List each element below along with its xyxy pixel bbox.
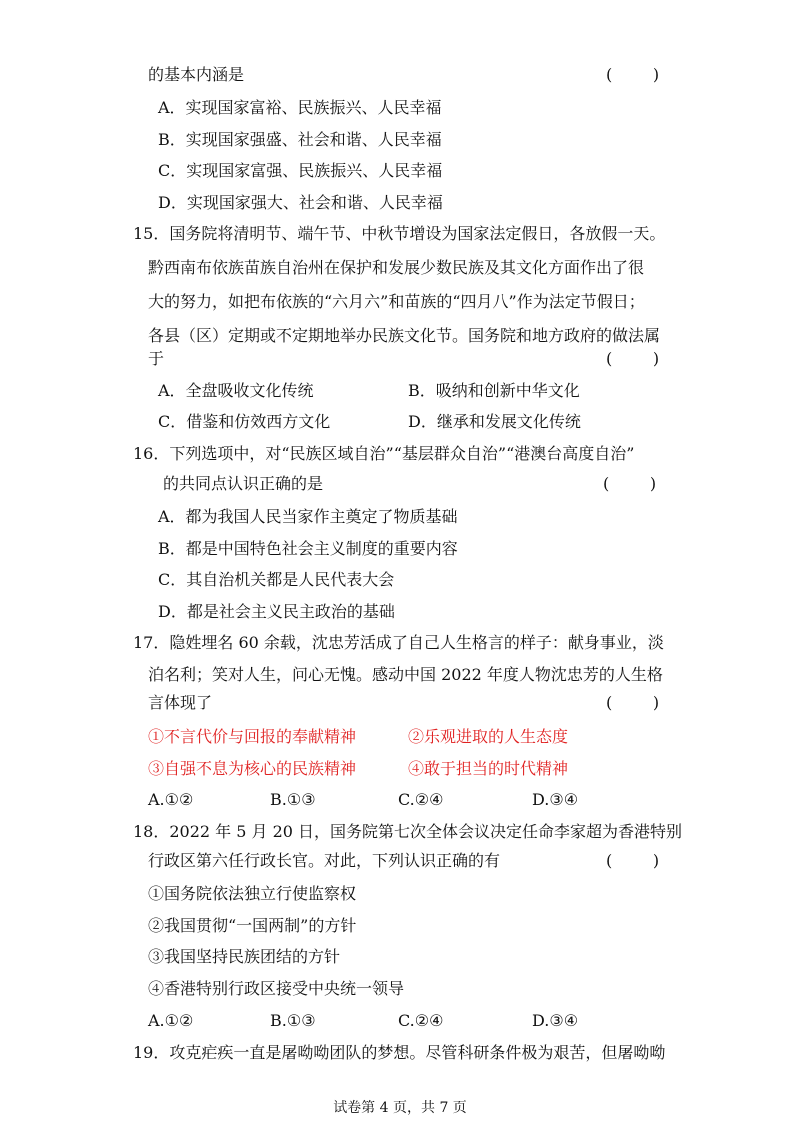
q17-option-c: C.②④ (398, 790, 444, 809)
q17-option-b: B.①③ (270, 790, 316, 809)
q14-option-a: A．实现国家富裕、民族振兴、人民幸福 (158, 98, 442, 117)
q18-statement-2: ②我国贯彻“一国两制”的方针 (148, 916, 357, 935)
q17-option-a: A.①② (148, 790, 194, 809)
q17-line-3: 言体现了 (148, 693, 213, 712)
q15-line-2: 黔西南布依族苗族自治州在保护和发展少数民族及其文化方面作出了很 (148, 258, 645, 277)
q15-option-a: A．全盘吸收文化传统 (158, 381, 314, 400)
q16-line-2: 的共同点认识正确的是 (163, 474, 324, 493)
q17-line-1: 17．隐姓埋名 60 余载，沈忠芳活成了自己人生格言的样子：献身事业，淡 (133, 633, 664, 652)
q14-option-b: B．实现国家强盛、社会和谐、人民幸福 (158, 130, 442, 149)
q14-answer-paren: ( ) (606, 65, 660, 84)
q14-stem-end: 的基本内涵是 (148, 65, 245, 84)
page-footer: 试卷第 4 页，共 7 页 (333, 1100, 467, 1116)
q17-line-2: 泊名利；笑对人生，问心无愧。感动中国 2022 年度人物沈忠芳的人生格 (148, 665, 663, 684)
q16-line-1: 16．下列选项中，对“民族区域自治”“基层群众自治”“港澳台高度自治” (133, 444, 635, 463)
q17-statement-1: ①不言代价与回报的奉献精神 (148, 727, 357, 746)
q18-statement-4: ④香港特别行政区接受中央统一领导 (148, 979, 405, 998)
q15-option-b: B．吸纳和创新中华文化 (408, 381, 580, 400)
q18-answer-paren: ( ) (606, 851, 660, 870)
q15-line-4: 各县（区）定期或不定期地举办民族文化节。国务院和地方政府的做法属 (148, 326, 661, 345)
q18-statement-3: ③我国坚持民族团结的方针 (148, 947, 341, 966)
q14-option-d: D．实现国家强大、社会和谐、人民幸福 (158, 193, 443, 212)
q15-line-3: 大的努力，如把布依族的“六月六”和苗族的“四月八”作为法定节假日； (148, 292, 645, 311)
q15-line-5: 于 (148, 349, 165, 368)
q16-option-c: C．其自治机关都是人民代表大会 (158, 570, 395, 589)
q17-answer-paren: ( ) (606, 693, 660, 712)
q18-option-b: B.①③ (270, 1011, 316, 1030)
q18-option-d: D.③④ (532, 1011, 579, 1030)
q15-answer-paren: ( ) (606, 349, 660, 368)
q17-statement-4: ④敢于担当的时代精神 (408, 759, 569, 778)
q18-statement-1: ①国务院依法独立行使监察权 (148, 884, 357, 903)
q16-option-d: D．都是社会主义民主政治的基础 (158, 602, 395, 621)
q15-line-1: 15．国务院将清明节、端午节、中秋节增设为国家法定假日，各放假一天。 (133, 224, 666, 243)
q18-option-c: C.②④ (398, 1011, 444, 1030)
q15-option-c: C．借鉴和仿效西方文化 (158, 412, 331, 431)
q19-line-1: 19．攻克疟疾一直是屠呦呦团队的梦想。尽管科研条件极为艰苦，但屠呦呦 (133, 1043, 666, 1062)
q16-option-a: A．都为我国人民当家作主奠定了物质基础 (158, 507, 458, 526)
q17-statement-3: ③自强不息为核心的民族精神 (148, 759, 357, 778)
q17-option-d: D.③④ (532, 790, 579, 809)
q15-option-d: D．继承和发展文化传统 (408, 412, 581, 431)
q16-answer-paren: ( ) (603, 474, 657, 493)
q16-option-b: B．都是中国特色社会主义制度的重要内容 (158, 539, 458, 558)
q18-line-2: 行政区第六任行政长官。对此，下列认识正确的有 (148, 851, 501, 870)
q18-option-a: A.①② (148, 1011, 194, 1030)
q14-option-c: C．实现国家富强、民族振兴、人民幸福 (158, 161, 443, 180)
q17-statement-2: ②乐观进取的人生态度 (408, 727, 569, 746)
q18-line-1: 18．2022 年 5 月 20 日，国务院第七次全体会议决定任命李家超为香港特别 (133, 822, 683, 841)
